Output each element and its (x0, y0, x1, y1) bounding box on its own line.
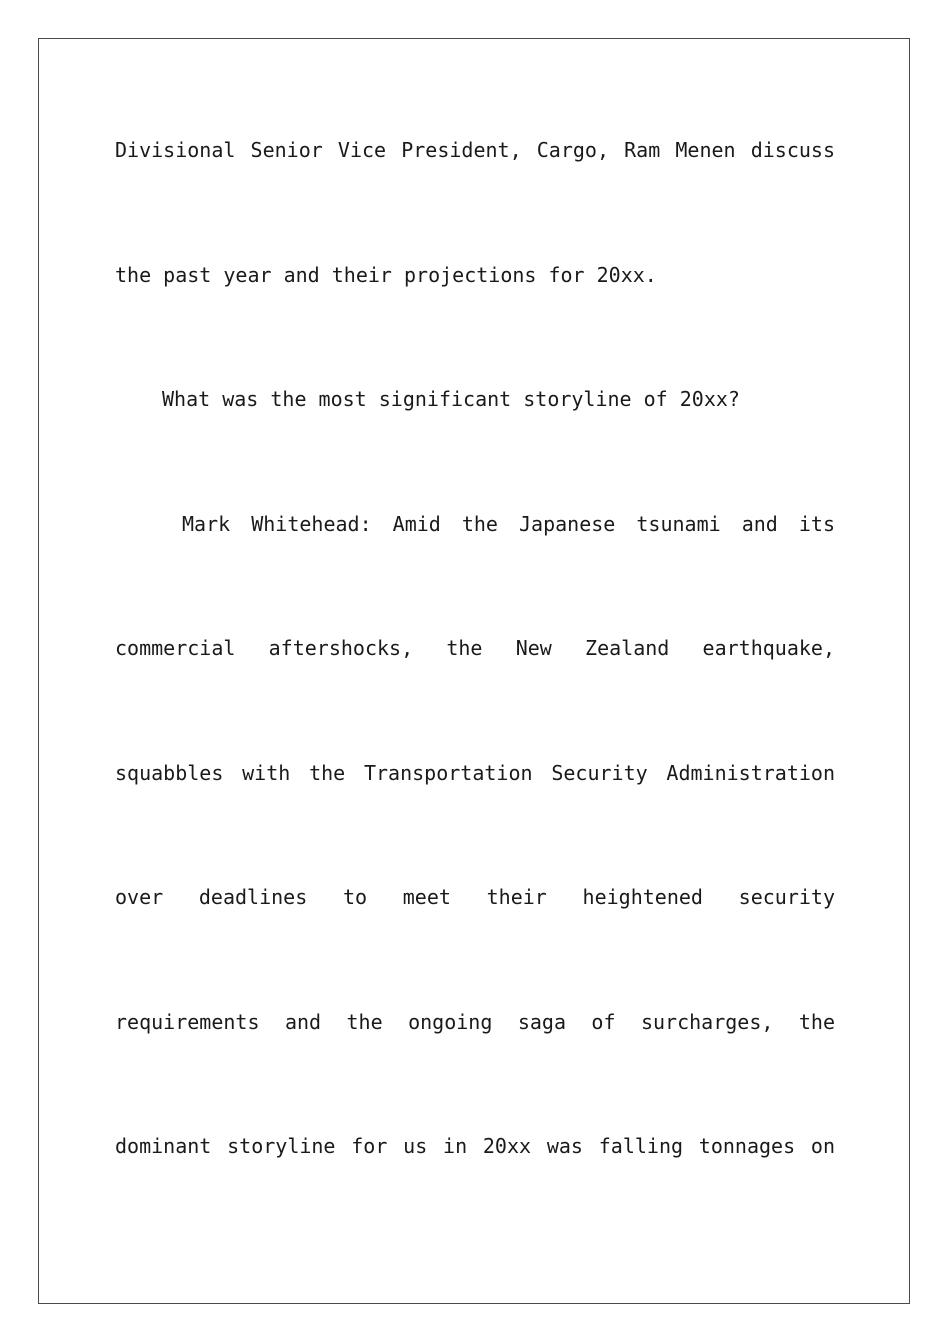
body-text-line: requirements and the ongoing saga of surcharges, the (115, 1010, 835, 1034)
body-text-line: dominant storyline for us in 20xx was falling tonnages on (115, 1134, 835, 1158)
body-text-line: the past year and their projections for 20xx. (115, 263, 657, 287)
page-border (38, 38, 910, 1304)
question-heading: What was the most significant storyline of 20xx? (162, 387, 740, 411)
body-text-line: over deadlines to meet their heightened security (115, 885, 835, 909)
body-text-line: squabbles with the Transportation Security Administration (115, 761, 835, 785)
body-text-line: commercial aftershocks, the New Zealand earthquake, (115, 636, 835, 660)
body-text-line: Divisional Senior Vice President, Cargo, Ram Menen discuss (115, 138, 835, 162)
answer-text-line: Mark Whitehead: Amid the Japanese tsunami and its (182, 512, 835, 536)
